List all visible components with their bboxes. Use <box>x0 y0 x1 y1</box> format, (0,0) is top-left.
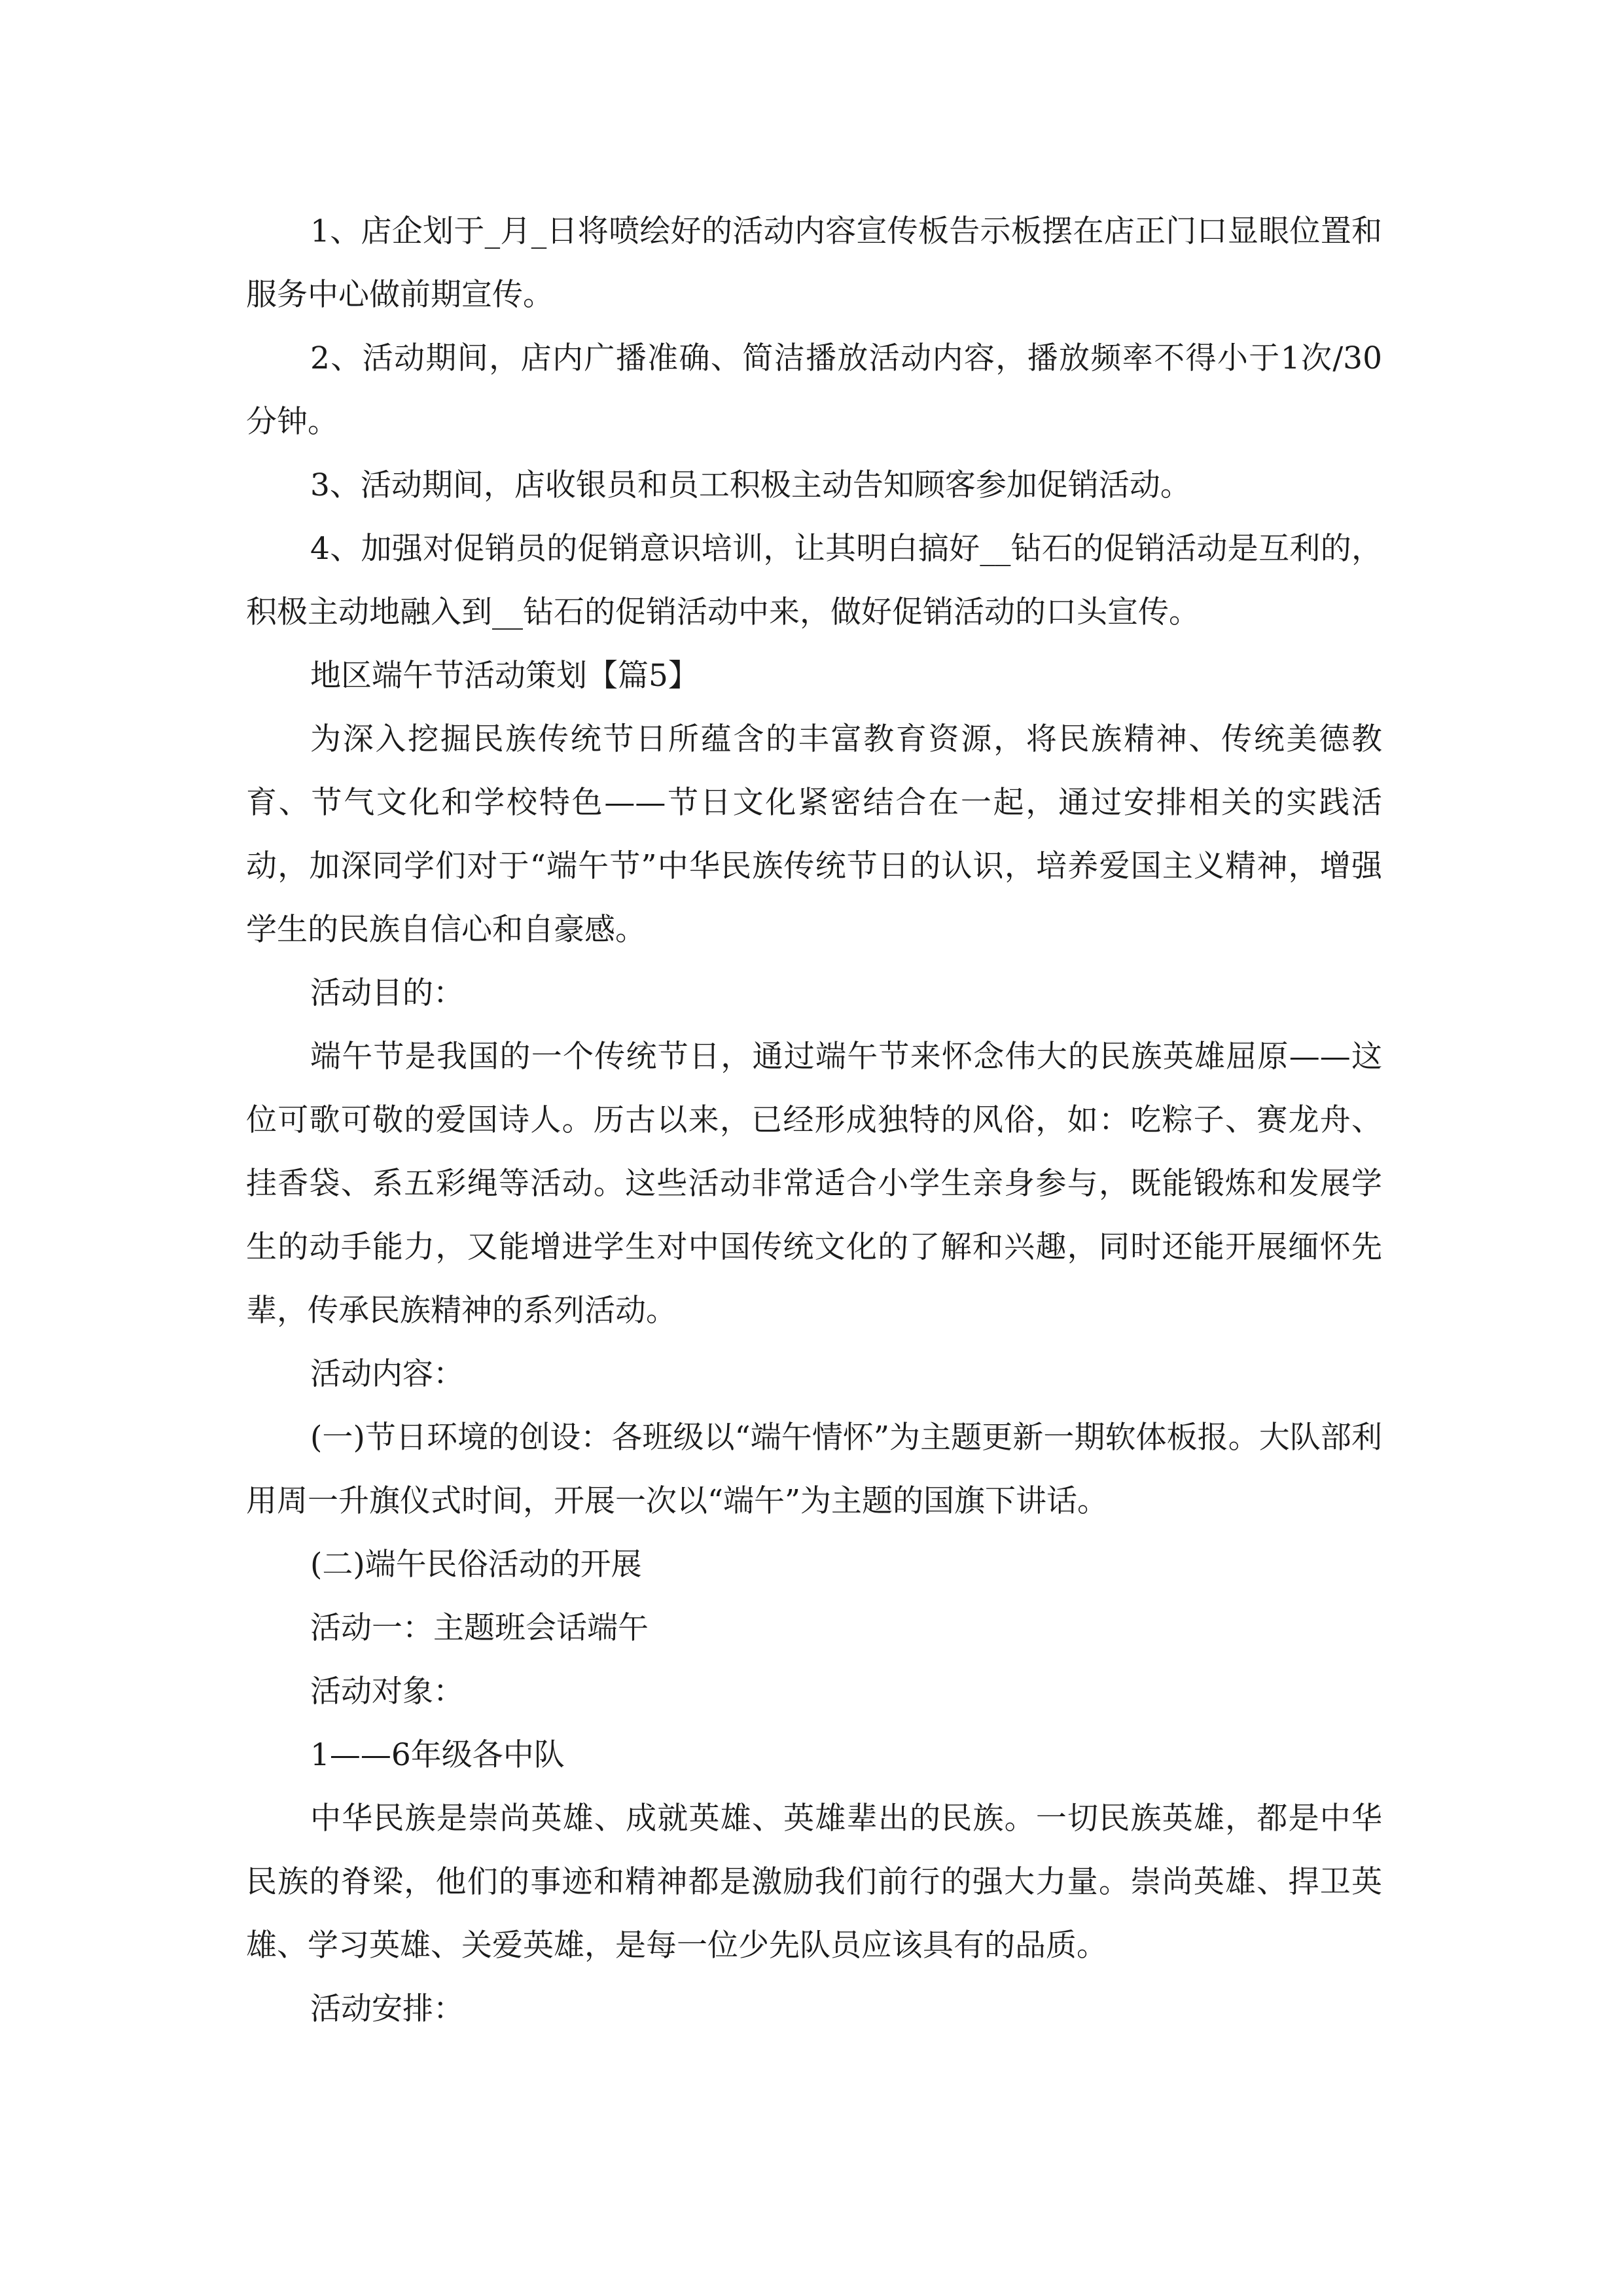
activity-target-label: 活动对象： <box>310 1674 464 1710</box>
section-heading: 地区端午节活动策划【篇5】 <box>310 658 699 694</box>
paragraph-item-4: 4、加强对促销员的促销意识培训，让其明白搞好__钻石的促销活动是互利的，积极主动地融入到__钻石的促销活动中来，做好促销活动的口头宣传。 <box>246 531 1382 630</box>
intro-paragraph: 为深入挖掘民族传统节日所蕴含的丰富教育资源，将民族精神、传统美德教育、节气文化和学校特色——节日文化紧密结合在一起，通过安排相关的实践活动，加深同学们对于“端午节”中华民族传统节日的认识，培养爱国主义精神，增强学生的民族自信心和自豪感。 <box>246 721 1382 948</box>
activity-one-title: 活动一：主题班会话端午 <box>310 1610 649 1646</box>
paragraph-item-3: 3、活动期间，店收银员和员工积极主动告知顾客参加促销活动。 <box>310 467 1191 503</box>
paragraph-item-2: 2、活动期间，店内广播准确、简洁播放活动内容，播放频率不得小于1次/30分钟。 <box>246 340 1382 440</box>
content-item-1: (一)节日环境的创设：各班级以“端午情怀”为主题更新一期软体板报。大队部利用周一升旗仪式时间，开展一次以“端午”为主题的国旗下讲话。 <box>246 1420 1382 1519</box>
paragraph-item-1: 1、店企划于_月_日将喷绘好的活动内容宣传板告示板摆在店正门口显眼位置和服务中心做前期宣传。 <box>246 213 1382 313</box>
content-heading: 活动内容： <box>310 1356 464 1392</box>
document-body <box>246 200 1382 2041</box>
activity-target-value: 1——6年级各中队 <box>310 1737 565 1773</box>
hero-paragraph: 中华民族是崇尚英雄、成就英雄、英雄辈出的民族。一切民族英雄，都是中华民族的脊梁，他们的事迹和精神都是激励我们前行的强大力量。崇尚英雄、捍卫英雄、学习英雄、关爱英雄，是每一位少先队员应该具有的品质。 <box>246 1801 1382 1964</box>
purpose-paragraph: 端午节是我国的一个传统节日，通过端午节来怀念伟大的民族英雄屈原——这位可歌可敬的爱国诗人。历古以来，已经形成独特的风俗，如：吃粽子、赛龙舟、挂香袋、系五彩绳等活动。这些活动非常适合小学生亲身参与，既能锻炼和发展学生的动手能力，又能增进学生对中国传统文化的了解和兴趣，同时还能开展缅怀先辈，传承民族精神的系列活动。 <box>246 1039 1382 1329</box>
content-item-2: (二)端午民俗活动的开展 <box>310 1547 642 1583</box>
purpose-heading: 活动目的： <box>310 975 464 1011</box>
activity-arrangement-label: 活动安排： <box>310 1991 464 2027</box>
